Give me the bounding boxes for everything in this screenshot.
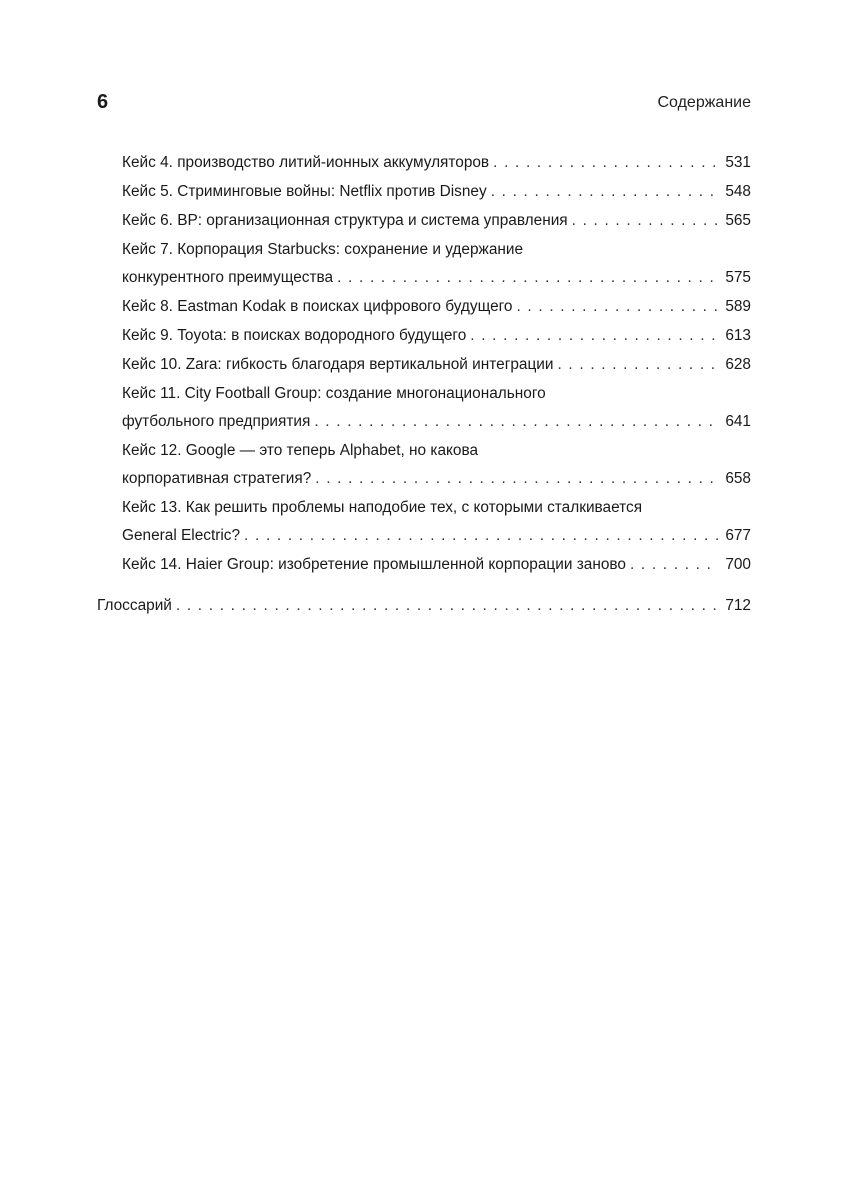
toc-entry-case-7 [122,236,751,292]
toc-entry-page: 658 [725,470,751,487]
toc-entry-case-13 [122,494,751,550]
toc-entry-title: Кейс 5. Стриминговые войны: Netflix против Disney [122,183,487,200]
running-head: Содержание [657,94,751,111]
toc-entry-case-8 [122,293,751,321]
toc-entry-case-14 [122,551,751,579]
dot-leader [512,293,719,321]
page-header [97,89,751,115]
toc-entry-case-5 [122,178,751,206]
toc-entry-title: Кейс 10. Zara: гибкость благодаря вертикальной интеграции [122,356,554,373]
toc-entry-title: General Electric? [122,527,241,544]
dot-leader [568,207,720,235]
dot-leader [553,351,719,379]
toc-entry-case-11 [122,380,751,436]
toc-entry-page: 700 [725,556,751,573]
dot-leader [172,592,719,620]
dot-leader [240,522,719,550]
toc-entry-title: Кейс 14. Haier Group: изобретение промышленной корпорации заново [122,556,626,573]
toc-entry-title: корпоративная стратегия? [122,470,312,487]
dot-leader [333,264,719,292]
toc-entry-title: Кейс 4. производство литий-ионных аккумуляторов [122,154,490,171]
dot-leader [489,149,719,177]
toc-entry-page: 613 [725,327,751,344]
toc-entry-glossary [97,592,751,620]
toc-entry-case-9 [122,322,751,350]
dot-leader [626,551,719,579]
toc-entry-title: Кейс 9. Toyota: в поисках водородного будущего [122,327,467,344]
toc-entry-case-12 [122,437,751,493]
dot-leader [310,408,719,436]
toc-entry-title: Глоссарий [97,597,172,614]
toc-entry-page: 712 [725,597,751,614]
toc-entry-title-line: Кейс 11. City Football Group: создание многонационального [122,385,546,402]
toc-entry-page: 565 [725,212,751,229]
toc-entry-title: футбольного предприятия [122,413,311,430]
toc-entry-page: 677 [725,527,751,544]
table-of-contents [97,149,751,620]
dot-leader [487,178,720,206]
toc-entry-page: 575 [725,269,751,286]
toc-entry-page: 628 [725,356,751,373]
toc-entry-title: конкурентного преимущества [122,269,334,286]
toc-entry-page: 641 [725,413,751,430]
toc-entry-case-6 [122,207,751,235]
toc-entry-title-line: Кейс 12. Google — это теперь Alphabet, но какова [122,442,479,459]
toc-entry-page: 531 [725,154,751,171]
toc-entry-title-line: Кейс 7. Корпорация Starbucks: сохранение и удержание [122,241,524,258]
toc-entry-title-line: Кейс 13. Как решить проблемы наподобие тех, с которыми сталкивается [122,499,643,516]
toc-entry-title: Кейс 8. Eastman Kodak в поисках цифрового будущего [122,298,513,315]
toc-entry-title: Кейс 6. BP: организационная структура и система управления [122,212,568,229]
dot-leader [311,465,719,493]
toc-entry-page: 548 [725,183,751,200]
dot-leader [466,322,719,350]
toc-entry-page: 589 [725,298,751,315]
page-number: 6 [97,91,109,113]
toc-entry-case-10 [122,351,751,379]
toc-entry-case-4 [122,149,751,177]
